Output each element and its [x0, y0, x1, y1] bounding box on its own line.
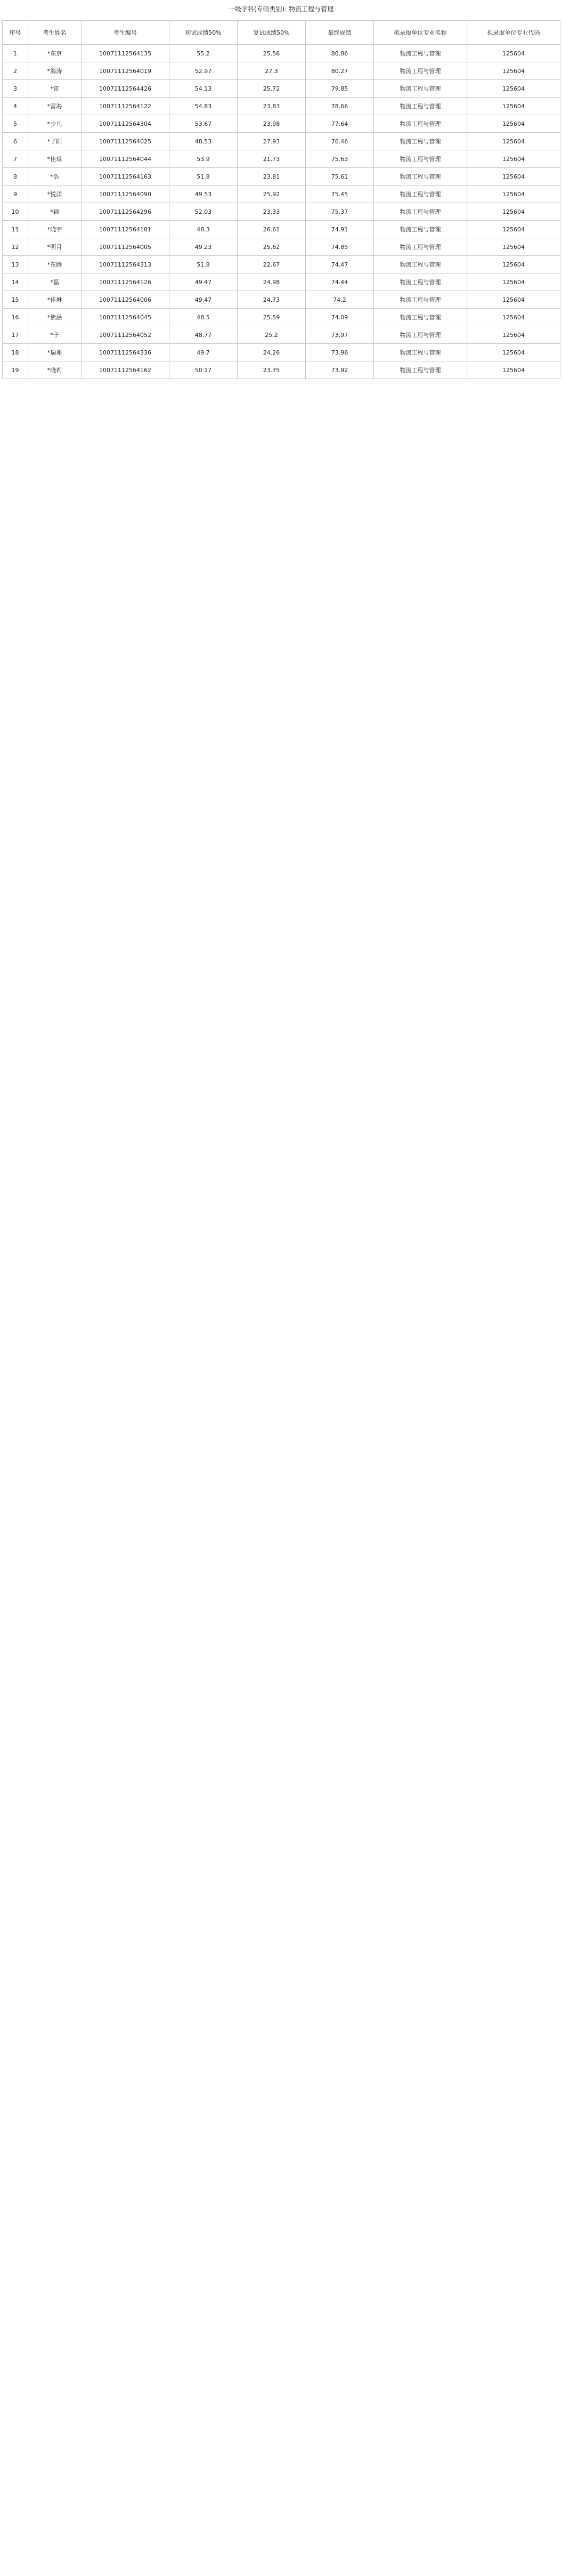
table-row [3, 203, 560, 221]
cell-major-name: 物流工程与管理 [374, 80, 467, 98]
header-row [3, 21, 560, 45]
cell-exam-id: 10071112564313 [82, 256, 169, 273]
cell-retest-score: 27.3 [238, 62, 306, 80]
cell-name: *东京 [28, 45, 82, 62]
cell-index: 7 [3, 150, 28, 168]
page-title: 一级学科(专硕类别): 物流工程与管理 [228, 5, 334, 13]
table-row [3, 256, 560, 273]
cell-initial-score: 54.83 [169, 98, 238, 115]
cell-exam-id: 10071112564304 [82, 115, 169, 133]
cell-retest-score: 21.73 [238, 150, 306, 168]
cell-exam-id: 10071112564025 [82, 133, 169, 150]
cell-exam-id: 10071112564426 [82, 80, 169, 98]
cell-exam-id: 10071112564162 [82, 361, 169, 379]
cell-initial-score: 55.2 [169, 45, 238, 62]
cell-index: 12 [3, 238, 28, 256]
cell-major-code: 125604 [467, 291, 560, 309]
cell-index: 13 [3, 256, 28, 273]
cell-retest-score: 23.83 [238, 98, 306, 115]
cell-major-code: 125604 [467, 115, 560, 133]
cell-index: 18 [3, 344, 28, 361]
cell-index: 17 [3, 326, 28, 344]
cell-retest-score: 23.33 [238, 203, 306, 221]
cell-initial-score: 53.67 [169, 115, 238, 133]
cell-index: 10 [3, 203, 28, 221]
col-header-major-name: 拟录取单位专业名称 [374, 21, 467, 45]
cell-exam-id: 10071112564019 [82, 62, 169, 80]
cell-retest-score: 23.75 [238, 361, 306, 379]
cell-major-name: 物流工程与管理 [374, 203, 467, 221]
cell-final-score: 77.64 [306, 115, 374, 133]
cell-name: *少凡 [28, 115, 82, 133]
cell-exam-id: 10071112564122 [82, 98, 169, 115]
cell-major-code: 125604 [467, 273, 560, 291]
cell-exam-id: 10071112564006 [82, 291, 169, 309]
cell-exam-id: 10071112564163 [82, 168, 169, 186]
cell-major-name: 物流工程与管理 [374, 309, 467, 326]
cell-index: 4 [3, 98, 28, 115]
table-row [3, 186, 560, 203]
cell-index: 19 [3, 361, 28, 379]
table-row [3, 309, 560, 326]
cell-exam-id: 10071112564126 [82, 273, 169, 291]
cell-exam-id: 10071112564052 [82, 326, 169, 344]
cell-initial-score: 52.03 [169, 203, 238, 221]
cell-initial-score: 52.97 [169, 62, 238, 80]
cell-retest-score: 25.59 [238, 309, 306, 326]
cell-final-score: 75.61 [306, 168, 374, 186]
cell-major-code: 125604 [467, 62, 560, 80]
cell-retest-score: 25.72 [238, 80, 306, 98]
cell-name: *海涛 [28, 62, 82, 80]
cell-name: *雷 [28, 80, 82, 98]
cell-retest-score: 23.81 [238, 168, 306, 186]
col-header-major-code: 拟录取单位专业代码 [467, 21, 560, 45]
cell-name: *佳琳 [28, 291, 82, 309]
cell-final-score: 79.85 [306, 80, 374, 98]
cell-index: 6 [3, 133, 28, 150]
cell-initial-score: 49.23 [169, 238, 238, 256]
cell-major-code: 125604 [467, 150, 560, 168]
cell-major-name: 物流工程与管理 [374, 98, 467, 115]
cell-final-score: 80.86 [306, 45, 374, 62]
cell-major-name: 物流工程与管理 [374, 344, 467, 361]
cell-index: 11 [3, 221, 28, 238]
cell-index: 1 [3, 45, 28, 62]
cell-final-score: 75.37 [306, 203, 374, 221]
cell-final-score: 75.45 [306, 186, 374, 203]
cell-exam-id: 10071112564135 [82, 45, 169, 62]
cell-initial-score: 48.5 [169, 309, 238, 326]
cell-final-score: 80.27 [306, 62, 374, 80]
cell-major-code: 125604 [467, 326, 560, 344]
table-row [3, 361, 560, 379]
cell-name: *悦洋 [28, 186, 82, 203]
cell-final-score: 73.96 [306, 344, 374, 361]
table-row [3, 80, 560, 98]
cell-retest-score: 25.56 [238, 45, 306, 62]
cell-name: *明月 [28, 238, 82, 256]
cell-exam-id: 10071112564090 [82, 186, 169, 203]
cell-initial-score: 49.7 [169, 344, 238, 361]
cell-initial-score: 48.77 [169, 326, 238, 344]
cell-exam-id: 10071112564296 [82, 203, 169, 221]
cell-name: *子阳 [28, 133, 82, 150]
cell-name: *晓莉 [28, 361, 82, 379]
cell-final-score: 75.63 [306, 150, 374, 168]
table-row [3, 273, 560, 291]
table-row [3, 221, 560, 238]
cell-major-name: 物流工程与管理 [374, 62, 467, 80]
cell-final-score: 78.66 [306, 98, 374, 115]
table-row [3, 168, 560, 186]
cell-initial-score: 49.53 [169, 186, 238, 203]
cell-major-code: 125604 [467, 309, 560, 326]
cell-major-code: 125604 [467, 238, 560, 256]
cell-index: 3 [3, 80, 28, 98]
table-row [3, 133, 560, 150]
cell-initial-score: 51.8 [169, 256, 238, 273]
cell-major-code: 125604 [467, 168, 560, 186]
cell-retest-score: 25.2 [238, 326, 306, 344]
cell-initial-score: 48.53 [169, 133, 238, 150]
cell-exam-id: 10071112564005 [82, 238, 169, 256]
cell-initial-score: 53.9 [169, 150, 238, 168]
cell-index: 15 [3, 291, 28, 309]
cell-final-score: 74.44 [306, 273, 374, 291]
cell-name: *东腾 [28, 256, 82, 273]
cell-initial-score: 50.17 [169, 361, 238, 379]
col-header-name: 考生姓名 [28, 21, 82, 45]
table-row [3, 344, 560, 361]
admission-table [2, 20, 560, 379]
cell-retest-score: 22.67 [238, 256, 306, 273]
cell-initial-score: 49.47 [169, 273, 238, 291]
cell-major-name: 物流工程与管理 [374, 326, 467, 344]
cell-major-code: 125604 [467, 133, 560, 150]
cell-retest-score: 25.62 [238, 238, 306, 256]
cell-retest-score: 27.93 [238, 133, 306, 150]
cell-final-score: 74.91 [306, 221, 374, 238]
cell-major-name: 物流工程与管理 [374, 45, 467, 62]
cell-retest-score: 24.73 [238, 291, 306, 309]
cell-major-name: 物流工程与管理 [374, 291, 467, 309]
table-row [3, 150, 560, 168]
table-row [3, 45, 560, 62]
cell-index: 14 [3, 273, 28, 291]
cell-name: *颖 [28, 203, 82, 221]
col-header-index: 序号 [3, 21, 28, 45]
cell-name: *子 [28, 326, 82, 344]
table-row [3, 98, 560, 115]
cell-name: *紫涵 [28, 309, 82, 326]
cell-index: 5 [3, 115, 28, 133]
table-body [3, 45, 560, 379]
cell-name: *瑞珊 [28, 344, 82, 361]
cell-major-code: 125604 [467, 203, 560, 221]
cell-major-name: 物流工程与管理 [374, 150, 467, 168]
table-row [3, 115, 560, 133]
cell-index: 8 [3, 168, 28, 186]
cell-exam-id: 10071112564044 [82, 150, 169, 168]
cell-major-name: 物流工程与管理 [374, 221, 467, 238]
cell-name: *磊 [28, 273, 82, 291]
cell-major-code: 125604 [467, 45, 560, 62]
cell-index: 16 [3, 309, 28, 326]
cell-initial-score: 49.47 [169, 291, 238, 309]
cell-final-score: 74.2 [306, 291, 374, 309]
cell-index: 2 [3, 62, 28, 80]
cell-final-score: 73.92 [306, 361, 374, 379]
cell-retest-score: 24.26 [238, 344, 306, 361]
cell-major-code: 125604 [467, 361, 560, 379]
cell-name: *浩 [28, 168, 82, 186]
table-row [3, 291, 560, 309]
table-row [3, 326, 560, 344]
cell-major-code: 125604 [467, 256, 560, 273]
cell-major-name: 物流工程与管理 [374, 133, 467, 150]
cell-major-name: 物流工程与管理 [374, 361, 467, 379]
cell-final-score: 74.85 [306, 238, 374, 256]
cell-final-score: 76.46 [306, 133, 374, 150]
cell-exam-id: 10071112564101 [82, 221, 169, 238]
cell-exam-id: 10071112564045 [82, 309, 169, 326]
cell-name: *佳琪 [28, 150, 82, 168]
cell-exam-id: 10071112564336 [82, 344, 169, 361]
cell-major-code: 125604 [467, 80, 560, 98]
cell-major-name: 物流工程与管理 [374, 256, 467, 273]
cell-retest-score: 23.98 [238, 115, 306, 133]
cell-final-score: 73.97 [306, 326, 374, 344]
cell-initial-score: 54.13 [169, 80, 238, 98]
table-row [3, 238, 560, 256]
table-header [3, 21, 560, 45]
cell-retest-score: 26.61 [238, 221, 306, 238]
cell-major-name: 物流工程与管理 [374, 238, 467, 256]
table-row [3, 62, 560, 80]
cell-retest-score: 25.92 [238, 186, 306, 203]
cell-final-score: 74.47 [306, 256, 374, 273]
cell-index: 9 [3, 186, 28, 203]
cell-major-name: 物流工程与管理 [374, 115, 467, 133]
cell-major-name: 物流工程与管理 [374, 186, 467, 203]
cell-name: *晓宇 [28, 221, 82, 238]
cell-major-code: 125604 [467, 344, 560, 361]
col-header-initial-score: 初试成绩50% [169, 21, 238, 45]
cell-major-name: 物流工程与管理 [374, 273, 467, 291]
cell-major-code: 125604 [467, 221, 560, 238]
cell-major-code: 125604 [467, 186, 560, 203]
col-header-final-score: 最终成绩 [306, 21, 374, 45]
cell-initial-score: 51.8 [169, 168, 238, 186]
cell-retest-score: 24.98 [238, 273, 306, 291]
cell-major-code: 125604 [467, 98, 560, 115]
col-header-exam-id: 考生编号 [82, 21, 169, 45]
col-header-retest-score: 复试成绩50% [238, 21, 306, 45]
cell-major-name: 物流工程与管理 [374, 168, 467, 186]
cell-initial-score: 48.3 [169, 221, 238, 238]
cell-name: *雷海 [28, 98, 82, 115]
cell-final-score: 74.09 [306, 309, 374, 326]
